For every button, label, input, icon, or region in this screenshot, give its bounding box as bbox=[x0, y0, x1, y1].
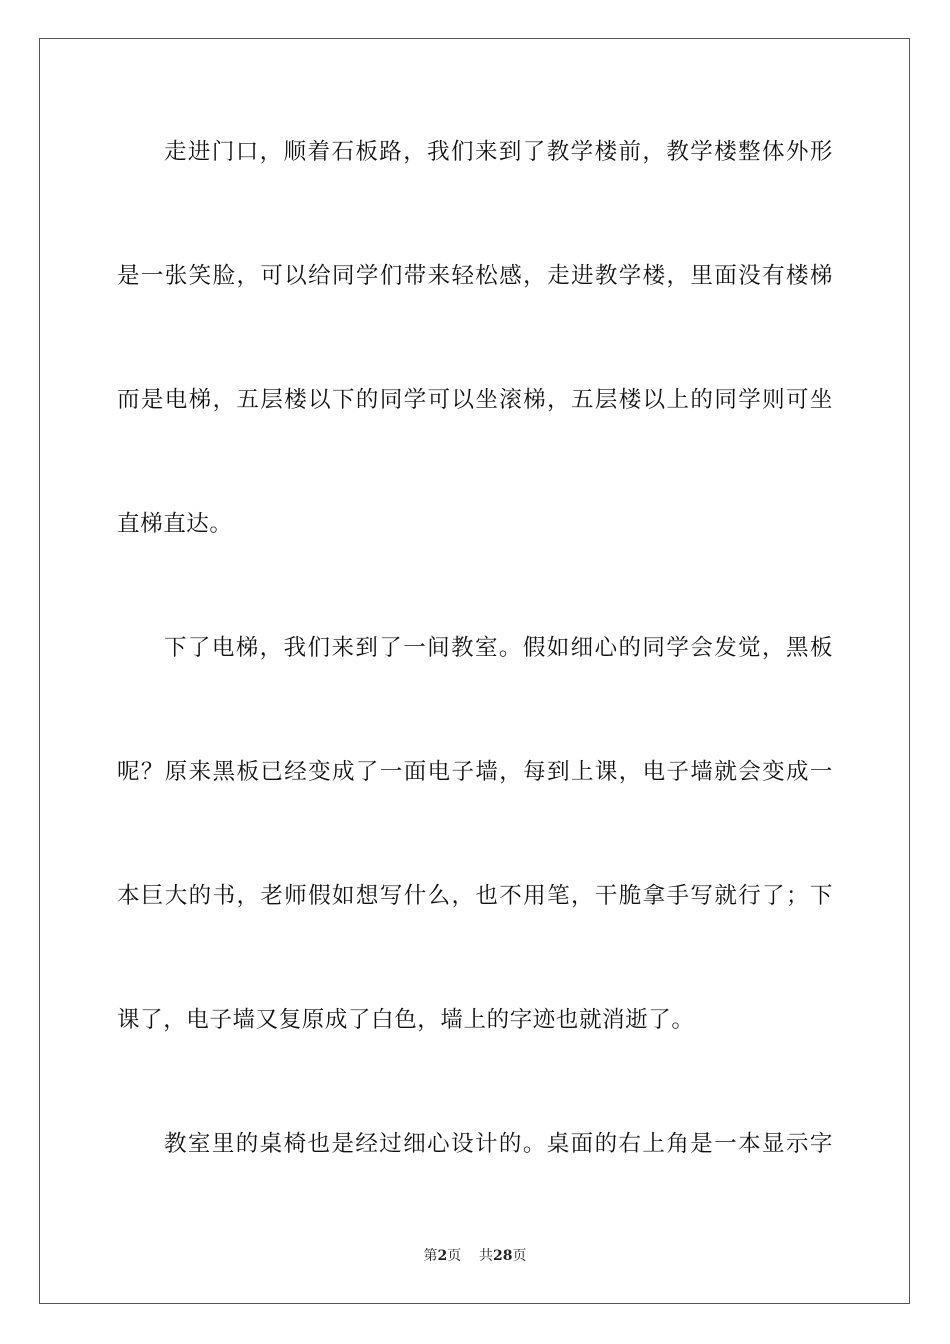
paragraph-1-line-2: 是一张笑脸，可以给同学们带来轻松感，走进教学楼，里面没有楼梯 bbox=[117, 263, 833, 289]
paragraph-1-line-3: 而是电梯，五层楼以下的同学可以坐滚梯，五层楼以上的同学则可坐 bbox=[117, 387, 833, 413]
footer-total-suffix: 页 bbox=[512, 1248, 527, 1264]
footer-page-number: 2 bbox=[437, 1248, 448, 1264]
paragraph-2-line-4: 课了，电子墙又复原成了白色，墙上的字迹也就消逝了。 bbox=[117, 1007, 695, 1033]
footer-total-prefix: 共 bbox=[479, 1248, 494, 1264]
paragraph-1-line-1: 走进门口，顺着石板路，我们来到了教学楼前，教学楼整体外形 bbox=[164, 139, 833, 165]
footer-page-suffix: 页 bbox=[447, 1248, 462, 1264]
page-border bbox=[39, 38, 910, 1304]
paragraph-2-line-2: 呢？原来黑板已经变成了一面电子墙，每到上课，电子墙就会变成一 bbox=[117, 759, 833, 785]
paragraph-1-line-4: 直梯直达。 bbox=[117, 511, 233, 537]
paragraph-2-line-3: 本巨大的书，老师假如想写什么，也不用笔，干脆拿手写就行了；下 bbox=[117, 883, 833, 909]
paragraph-2-line-1: 下了电梯，我们来到了一间教室。假如细心的同学会发觉，黑板 bbox=[164, 635, 833, 661]
page-footer bbox=[0, 1247, 950, 1265]
footer-total-pages: 28 bbox=[493, 1248, 513, 1264]
footer-page-prefix: 第 bbox=[423, 1248, 438, 1264]
paragraph-3-line-1: 教室里的桌椅也是经过细心设计的。桌面的右上角是一本显示字 bbox=[164, 1131, 833, 1157]
